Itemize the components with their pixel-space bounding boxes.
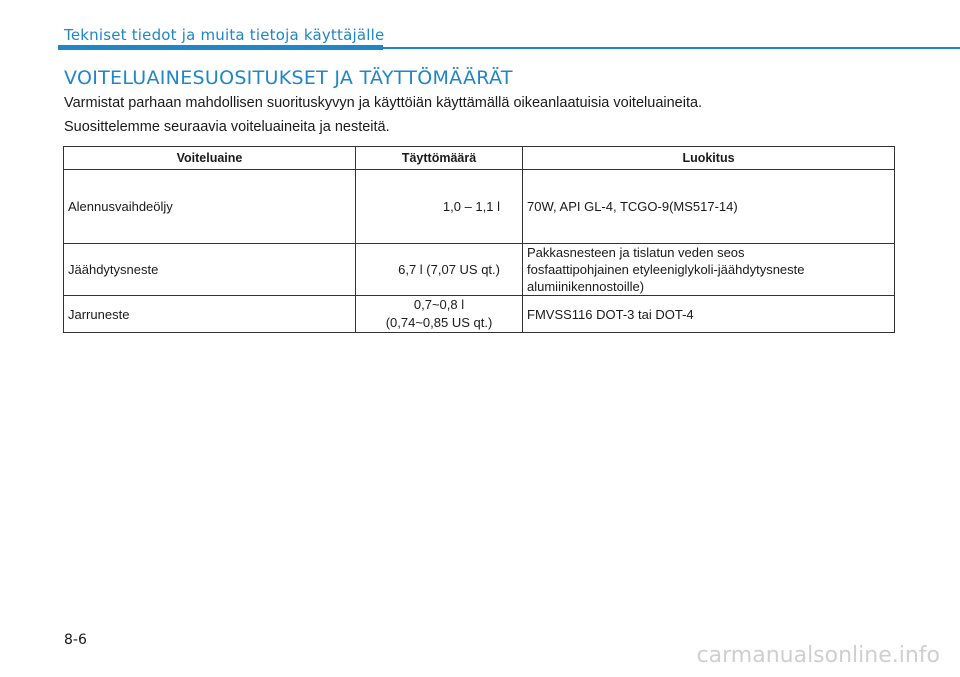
cell-capacity — [356, 244, 523, 296]
section-title: VOITELUAINESUOSITUKSET JA TÄYTTÖMÄÄRÄT — [64, 67, 513, 89]
cell-classification — [523, 170, 895, 244]
classification-line: fosfaattipohjainen etyleeniglykoli-jäähdytysneste — [527, 262, 805, 277]
cell-lubricant: Jäähdytysneste — [64, 244, 356, 296]
cell-lubricant: Jarruneste — [64, 296, 356, 333]
table-row — [64, 244, 895, 296]
classification-line: alumiinikennostoille) — [527, 279, 645, 294]
header-title: Tekniset tiedot ja muita tietoja käyttäjälle — [64, 26, 385, 44]
watermark: carmanualsonline.info — [696, 643, 940, 668]
classification-line: Pakkasnesteen ja tislatun veden seos — [527, 245, 745, 260]
cell-capacity — [356, 296, 523, 333]
classification-line: 70W, API GL-4, TCGO-9(MS517-14) — [527, 199, 738, 214]
column-header-classification: Luokitus — [523, 147, 895, 170]
intro-line-2: Suosittelemme seuraavia voiteluaineita ja nesteitä. — [64, 119, 390, 135]
table-row — [64, 296, 895, 333]
table-header-row — [64, 147, 895, 170]
header-rule-thin — [383, 47, 960, 49]
table-row — [64, 170, 895, 244]
capacity-line: (0,74~0,85 US qt.) — [385, 315, 493, 330]
column-header-capacity: Täyttömäärä — [356, 147, 523, 170]
classification-line: FMVSS116 DOT-3 tai DOT-4 — [527, 306, 694, 322]
cell-classification — [523, 244, 895, 296]
cell-classification — [523, 296, 895, 333]
capacity-line: 1,0 – 1,1 l — [442, 199, 500, 214]
cell-lubricant: Alennusvaihdeöljy — [64, 170, 356, 244]
header-rule-thick — [58, 45, 383, 50]
capacity-line: 0,7~0,8 l — [413, 297, 465, 312]
cell-capacity — [356, 170, 523, 244]
page-number: 8-6 — [64, 632, 87, 648]
intro-line-1: Varmistat parhaan mahdollisen suorituskyvyn ja käyttöiän käyttämällä oikeanlaatuisia voiteluaineita. — [64, 95, 703, 111]
capacity-line: 6,7 l (7,07 US qt.) — [398, 262, 500, 277]
column-header-lubricant: Voiteluaine — [64, 147, 356, 170]
lubricant-table — [63, 146, 895, 333]
